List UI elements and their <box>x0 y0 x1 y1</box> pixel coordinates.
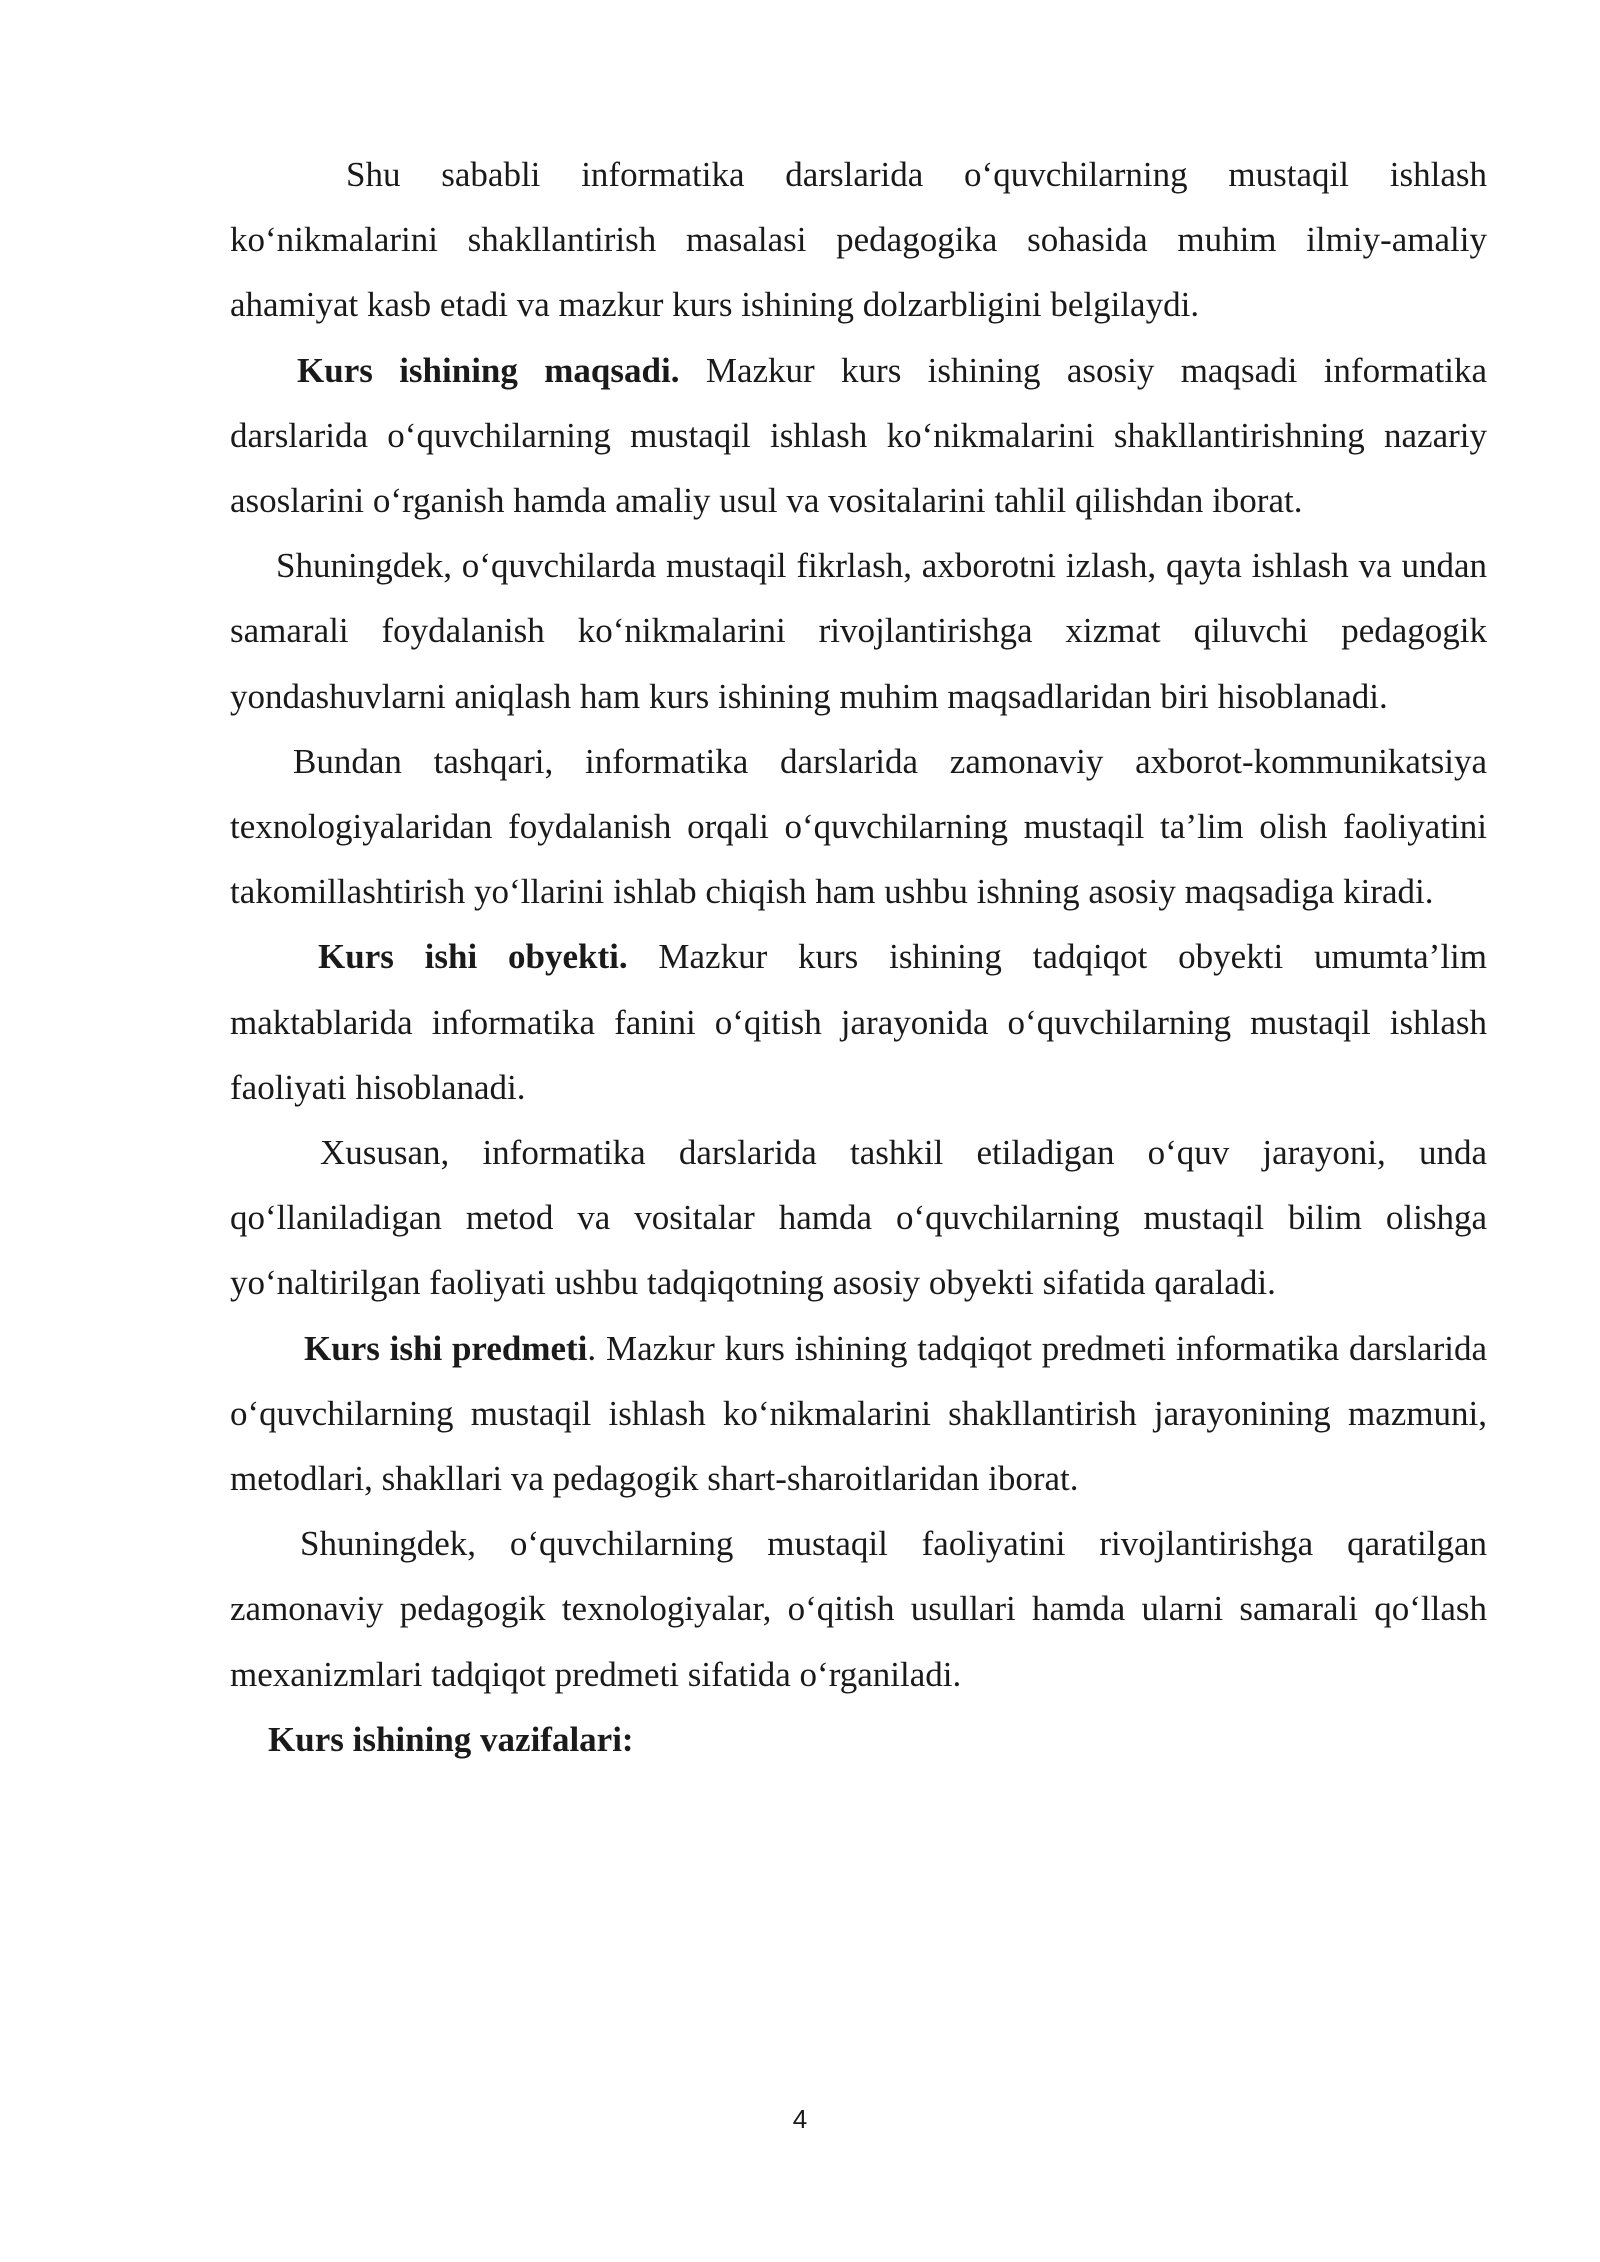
goal-text: Mazkur kurs ishining asosiy maqsadi informatika darslarida o‘quvchilarning mustaqil ishlash ko‘nikmalarini shakllantirishning nazariy asoslarini o‘rganish hamda amaliy usul va vositalarini tahlil qilishdan iborat. <box>230 350 1487 521</box>
paragraph-6-text: Xususan, informatika darslarida tashkil etiladigan o‘quv jarayoni, unda qo‘llaniladigan metod va vositalar hamda o‘quvchilarning mustaqil bilim olishga yo‘naltirilgan faoliyati ushbu tadqiqotning asosiy obyekti sifatida qaraladi. <box>230 1133 1487 1303</box>
object-heading: Kurs ishi obyekti. <box>318 937 628 977</box>
paragraph-4-text: Bundan tashqari, informatika darslarida zamonaviy axborot-kommunikatsiya texnologiyalaridan foydalanish orqali o‘quvchilarning mustaqil ta’lim olish faoliyatini takomillashtirish yo‘llarini ishlab chiqish ham ushbu ishning asosiy maqsadiga kiradi. <box>230 741 1487 912</box>
body-text <box>230 142 1487 1772</box>
paragraph-8 <box>230 1511 1487 1707</box>
paragraph-1-text: Shu sababli informatika darslarida o‘quvchilarning mustaqil ishlash ko‘nikmalarini shakllantirish masalasi pedagogika sohasida muhim ilmiy-amaliy ahamiyat kasb etadi va mazkur kurs ishining dolzarbligini belgilaydi. <box>230 155 1487 325</box>
paragraph-subject <box>230 1316 1487 1512</box>
paragraph-3-text: Shuningdek, o‘quvchilarda mustaqil fikrlash, axborotni izlash, qayta ishlash va undan samarali foydalanish ko‘nikmalarini rivojlantirishga xizmat qiluvchi pedagogik yondashuvlarni aniqlash ham kurs ishining muhim maqsadlaridan biri hisoblanadi. <box>230 546 1487 716</box>
goal-heading: Kurs ishining maqsadi. <box>297 350 680 390</box>
page-number: 4 <box>792 2104 808 2134</box>
paragraph-goal <box>230 338 1487 534</box>
tasks-heading: Kurs ishining vazifalari: <box>268 1719 634 1759</box>
paragraph-4 <box>230 729 1487 925</box>
subject-heading: Kurs ishi predmeti <box>304 1328 588 1368</box>
paragraph-1 <box>230 142 1487 338</box>
paragraph-8-text: Shuningdek, o‘quvchilarning mustaqil faoliyatini rivojlantirishga qaratilgan zamonaviy pedagogik texnologiyalar, o‘qitish usullari hamda ularni samarali qo‘llash mexanizmlari tadqiqot predmeti sifatida o‘rganiladi. <box>230 1524 1487 1694</box>
paragraph-object <box>230 924 1487 1120</box>
paragraph-6 <box>230 1120 1487 1316</box>
object-text: Mazkur kurs ishining tadqiqot obyekti umumta’lim maktablarida informatika fanini o‘qitish jarayonida o‘quvchilarning mustaqil ishlash faoliyati hisoblanadi. <box>230 937 1487 1107</box>
paragraph-3 <box>230 533 1487 729</box>
subject-text: . Mazkur kurs ishining tadqiqot predmeti informatika darslarida o‘quvchilarning mustaqil ishlash ko‘nikmalarini shakllantirish jarayonining mazmuni, metodlari, shakllari va pedagogik shart-sharoitlaridan iborat. <box>230 1328 1487 1499</box>
